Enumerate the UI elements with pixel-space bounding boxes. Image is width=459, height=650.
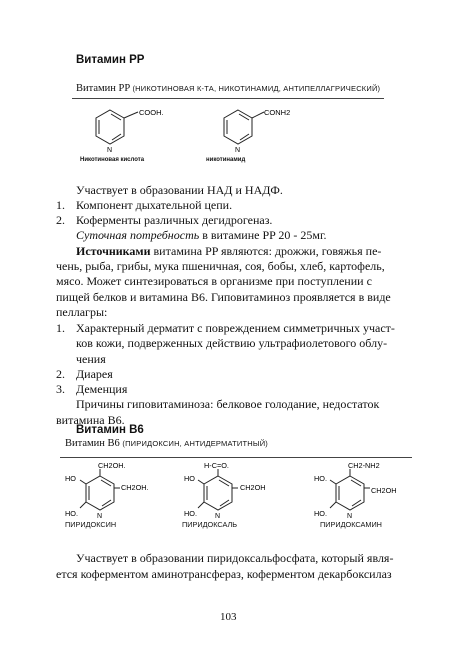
svg-text:N: N (215, 513, 221, 520)
vitamin-pp-heading: Витамин PP (76, 54, 145, 66)
subtitle-synonyms: (НИКОТИНОВАЯ К-ТА, НИКОТИНАМИД, АНТИПЕЛЛАГРИЧЕСКИЙ) (132, 84, 381, 93)
paragraph-line: мясо. Может синтезироваться в организме при поступлении с (56, 274, 372, 288)
vitamin-b6-heading: Витамин В6 (76, 424, 144, 436)
page-number: 103 (220, 611, 237, 623)
paragraph-line: пеллагры: (56, 305, 108, 319)
svg-text:CH2OH.: CH2OH. (98, 461, 126, 470)
vitamin-b6-subtitle (65, 438, 268, 449)
list-item: 1. Характерный дерматит с повреждением симметричных участ- (56, 321, 395, 335)
pyridoxine-caption: ПИРИДОКСИН (65, 520, 117, 529)
acid-group: COOH. (139, 108, 164, 117)
pyridoxamine-structure (310, 458, 420, 526)
paragraph-line: витамина В6. (56, 413, 125, 427)
list-item: 3. Деменция (56, 382, 128, 396)
nicotinic-acid-caption: Никотиновая кислота (80, 157, 145, 163)
vitamin-pp-subtitle (76, 83, 380, 94)
svg-text:HO.: HO. (184, 509, 197, 518)
svg-text:N: N (347, 513, 353, 520)
svg-text:CH2OH.: CH2OH. (121, 483, 149, 492)
paragraph-line: ется коферментом аминотрансфераз, коферментом декарбоксилаз (56, 567, 392, 581)
paragraph-line: Участвует в образовании пиридоксальфосфата, который явля- (76, 551, 394, 565)
svg-text:HO: HO (184, 474, 195, 483)
svg-text:H-C=O.: H-C=O. (204, 461, 229, 470)
daily-requirement: Суточная потребность в витамине PP 20 - 25мг. (76, 228, 327, 242)
list-item: 1. Компонент дыхательной цепи. (56, 198, 233, 212)
amide-group: CONH2 (264, 108, 291, 117)
subtitle-name: Витамин PP (76, 83, 130, 94)
svg-text:HO.: HO. (314, 509, 327, 518)
svg-text:CH2OH: CH2OH (240, 483, 266, 492)
subtitle-synonyms: (ПИРИДОКСИН, АНТИДЕРМАТИТНЫЙ) (122, 439, 269, 448)
subtitle-name: Витамин В6 (65, 438, 120, 449)
svg-text:HO.: HO. (65, 509, 78, 518)
list-item-continuation: ков кожи, подверженных действию ультрафиолетового облу- (76, 336, 388, 350)
nicotinamide-caption: никотинамид (206, 157, 246, 163)
ring-n: N (235, 147, 241, 154)
svg-text:N: N (97, 513, 103, 520)
svg-text:HO.: HO. (314, 474, 327, 483)
svg-text:CH2-NH2: CH2-NH2 (348, 461, 380, 470)
pyridoxal-structure (178, 458, 288, 526)
pyridoxine-structure (60, 458, 170, 526)
svg-text:CH2OH: CH2OH (371, 486, 397, 495)
pp-intro: Участвует в образовании НАД и НАДФ. (76, 183, 283, 197)
pyridoxal-caption: ПИРИДОКСАЛЬ (182, 520, 238, 529)
paragraph-line: чень, рыба, грибы, мука пшеничная, соя, бобы, хлеб, картофель, (56, 259, 385, 273)
svg-text:HO: HO (65, 474, 76, 483)
sources-line: Источниками витамина PP являются: дрожжи, говяжья пе- (76, 244, 382, 258)
pyridoxamine-caption: ПИРИДОКСАМИН (320, 520, 382, 529)
list-item-continuation: чения (76, 352, 106, 366)
divider (72, 98, 384, 99)
paragraph-line: Причины гиповитаминоза: белковое голодание, недостаток (76, 397, 380, 411)
ring-n: N (107, 147, 113, 154)
list-item: 2. Коферменты различных дегидрогеназ. (56, 213, 273, 227)
list-item: 2. Диарея (56, 367, 113, 381)
paragraph-line: пищей белков и витамина В6. Гиповитаминоз проявляется в виде (56, 290, 391, 304)
